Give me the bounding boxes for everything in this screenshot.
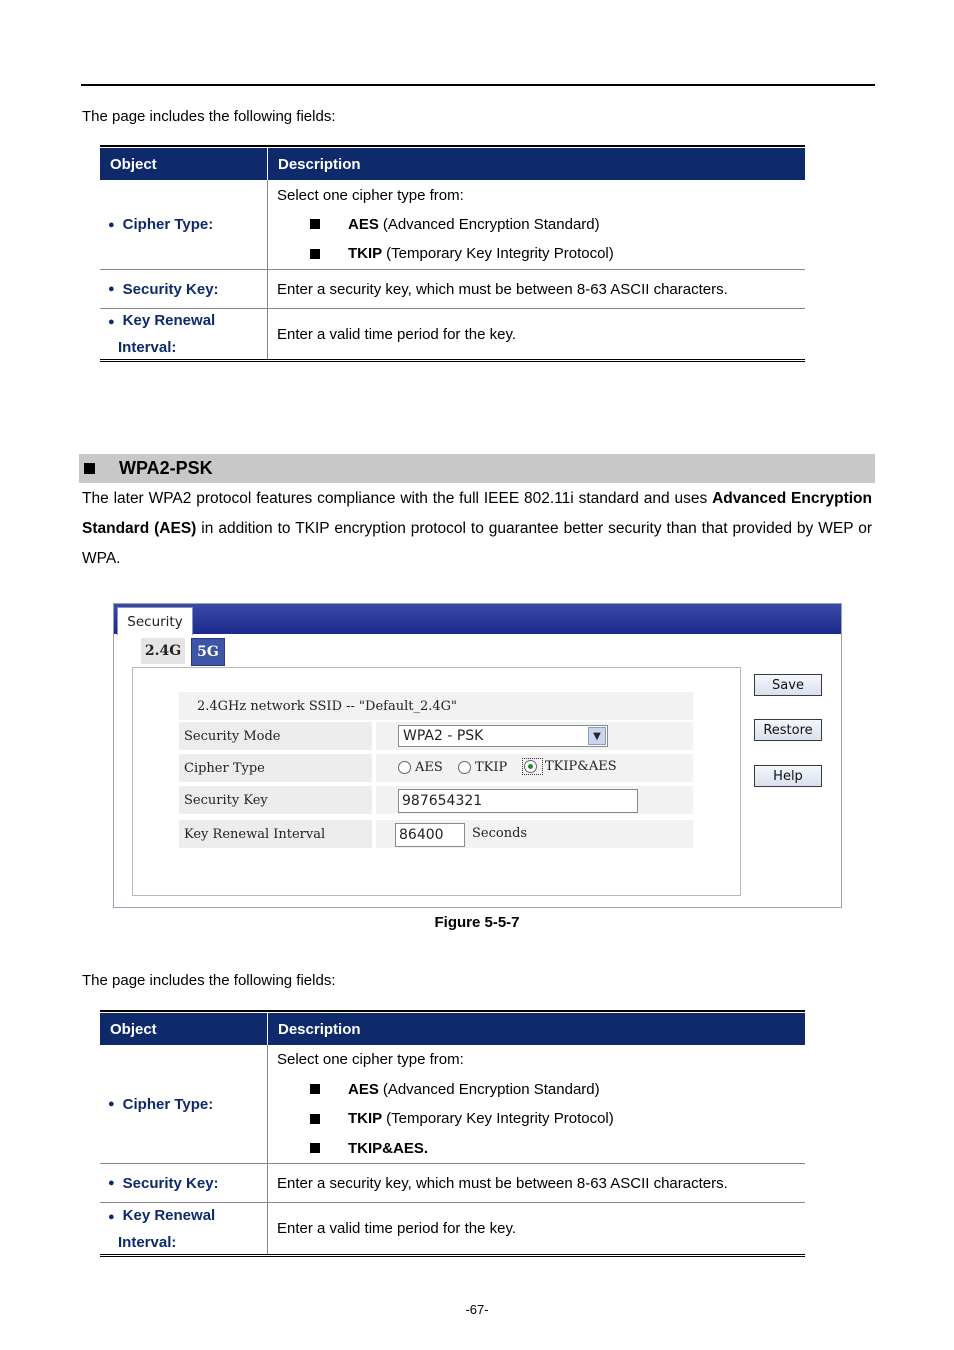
- header-object: Object: [100, 1013, 268, 1045]
- bullet-icon: ●: [108, 218, 115, 231]
- tab-5g[interactable]: 5G: [191, 638, 225, 666]
- para-bold: Advanced Encryption Standard (AES): [82, 490, 872, 537]
- square-bullet-icon: [310, 249, 320, 259]
- para-text: The later WPA2 protocol features compliance with the full IEEE 802.11i standard and uses: [82, 490, 713, 507]
- option-text: (Temporary Key Integrity Protocol): [386, 1110, 614, 1127]
- field-value-cell: [376, 820, 693, 848]
- option-name: AES: [348, 215, 379, 233]
- table-row: [100, 309, 805, 362]
- fields-table-2: [100, 1010, 805, 1257]
- bullet-icon: ●: [108, 1177, 115, 1189]
- description-cell: Enter a valid time period for the key.: [277, 325, 517, 343]
- table-row: [100, 180, 805, 270]
- bullet-icon: ●: [108, 1098, 115, 1110]
- square-bullet-icon: [84, 463, 95, 474]
- security-key-input[interactable]: 987654321: [398, 789, 638, 813]
- object-label: Key Renewal: [122, 312, 216, 329]
- ssid-line: 2.4GHz network SSID -- "Default_2.4G": [179, 692, 693, 720]
- square-bullet-icon: [310, 219, 320, 229]
- focus-ring: [522, 758, 543, 775]
- header-description: Description: [278, 1020, 361, 1038]
- header-object: Object: [100, 148, 268, 180]
- tab-2-4g[interactable]: 2.4G: [141, 638, 185, 664]
- description-cell: Enter a security key, which must be between 8-63 ASCII characters.: [277, 280, 728, 298]
- object-label: Key Renewal: [122, 1206, 216, 1224]
- intro-text-1: The page includes the following fields:: [82, 108, 336, 125]
- header-description: Description: [278, 155, 361, 173]
- settings-panel: [132, 667, 741, 896]
- square-bullet-icon: [310, 1143, 320, 1153]
- option-name: TKIP&AES.: [348, 1139, 429, 1157]
- security-settings-screenshot: [113, 603, 842, 908]
- object-label: Cipher Type:: [122, 1095, 214, 1113]
- object-label: Security Key:: [122, 280, 219, 298]
- key-renewal-label: Key Renewal Interval: [179, 820, 372, 848]
- table-row: [100, 1164, 805, 1203]
- radio-label: TKIP&AES: [545, 759, 617, 774]
- table-row: [100, 270, 805, 309]
- section-title: WPA2-PSK: [119, 458, 213, 478]
- radio-label: AES: [415, 760, 443, 775]
- bullet-icon: ●: [108, 283, 115, 295]
- para-text: in addition to TKIP encryption protocol to guarantee better security than that provided by WEP or WPA.: [82, 520, 872, 567]
- object-cell: [100, 1203, 268, 1254]
- bullet-icon: ●: [108, 1210, 115, 1223]
- option-name: TKIP: [348, 1110, 383, 1127]
- option-name: AES: [348, 1080, 379, 1098]
- header-rule: [81, 84, 875, 86]
- object-label: Security Key:: [122, 1174, 219, 1192]
- option-text: (Advanced Encryption Standard): [382, 215, 600, 233]
- key-renewal-row: [179, 820, 693, 850]
- key-renewal-unit: Seconds: [472, 826, 528, 841]
- cipher-type-row: [179, 754, 693, 784]
- option-item: [277, 210, 805, 240]
- table-header: [100, 1013, 805, 1045]
- cipher-radio-aes[interactable]: [398, 760, 443, 775]
- option-item: [277, 1074, 805, 1104]
- object-label: Interval:: [118, 339, 177, 356]
- radio-icon[interactable]: [458, 761, 471, 774]
- option-item: [277, 239, 805, 269]
- square-bullet-icon: [310, 1084, 320, 1094]
- figure-caption: Figure 5-5-7: [434, 914, 520, 931]
- description-text: Select one cipher type from:: [277, 186, 464, 204]
- fields-table-1: [100, 145, 805, 362]
- description-cell: [268, 1045, 805, 1163]
- security-key-label: Security Key: [179, 786, 372, 814]
- option-text: (Advanced Encryption Standard): [382, 1080, 600, 1098]
- option-name: TKIP: [348, 245, 383, 263]
- description-text: Select one cipher type from:: [277, 1051, 464, 1069]
- object-cell: [100, 309, 268, 359]
- security-mode-row: [179, 722, 693, 752]
- description-cell: [268, 180, 805, 269]
- bullet-icon: ●: [108, 316, 115, 328]
- section-heading: [79, 454, 875, 483]
- option-text: (Temporary Key Integrity Protocol): [386, 245, 614, 263]
- field-value-cell: [376, 722, 693, 750]
- option-item: [277, 1104, 805, 1134]
- intro-text-2: The page includes the following fields:: [82, 972, 336, 989]
- security-mode-select[interactable]: [398, 725, 608, 747]
- select-value: WPA2 - PSK: [403, 728, 484, 744]
- object-cell: [100, 180, 268, 269]
- security-mode-label: Security Mode: [179, 722, 372, 750]
- page-number: -67-: [465, 1302, 489, 1317]
- object-cell: [100, 1045, 268, 1163]
- table-row: [100, 1045, 805, 1164]
- radio-selected-icon[interactable]: [524, 760, 537, 773]
- table-row: [100, 1203, 805, 1257]
- square-bullet-icon: [310, 1114, 320, 1124]
- section-paragraph: [82, 484, 872, 574]
- save-button[interactable]: Save: [754, 674, 822, 696]
- key-renewal-input[interactable]: 86400: [395, 823, 465, 847]
- object-label: Cipher Type:: [122, 216, 214, 233]
- description-cell: Enter a security key, which must be between 8-63 ASCII characters.: [277, 1174, 728, 1192]
- option-item: [277, 1133, 805, 1163]
- chevron-down-icon[interactable]: ▼: [588, 727, 606, 745]
- field-value-cell: [376, 786, 693, 814]
- title-bar: [114, 604, 841, 634]
- radio-icon[interactable]: [398, 761, 411, 774]
- radio-label: TKIP: [475, 760, 508, 775]
- field-value-cell: [376, 754, 693, 782]
- cipher-radio-tkip-aes[interactable]: [522, 758, 617, 775]
- cipher-radio-tkip[interactable]: [458, 760, 507, 775]
- object-cell: [100, 1164, 268, 1202]
- tab-security[interactable]: Security: [117, 607, 193, 635]
- restore-button[interactable]: Restore: [754, 719, 822, 741]
- object-cell: [100, 270, 268, 308]
- table-header: [100, 148, 805, 180]
- object-label: Interval:: [118, 1233, 177, 1251]
- security-key-row: [179, 786, 693, 816]
- cipher-type-label: Cipher Type: [179, 754, 372, 782]
- help-button[interactable]: Help: [754, 765, 822, 787]
- description-cell: Enter a valid time period for the key.: [277, 1220, 517, 1237]
